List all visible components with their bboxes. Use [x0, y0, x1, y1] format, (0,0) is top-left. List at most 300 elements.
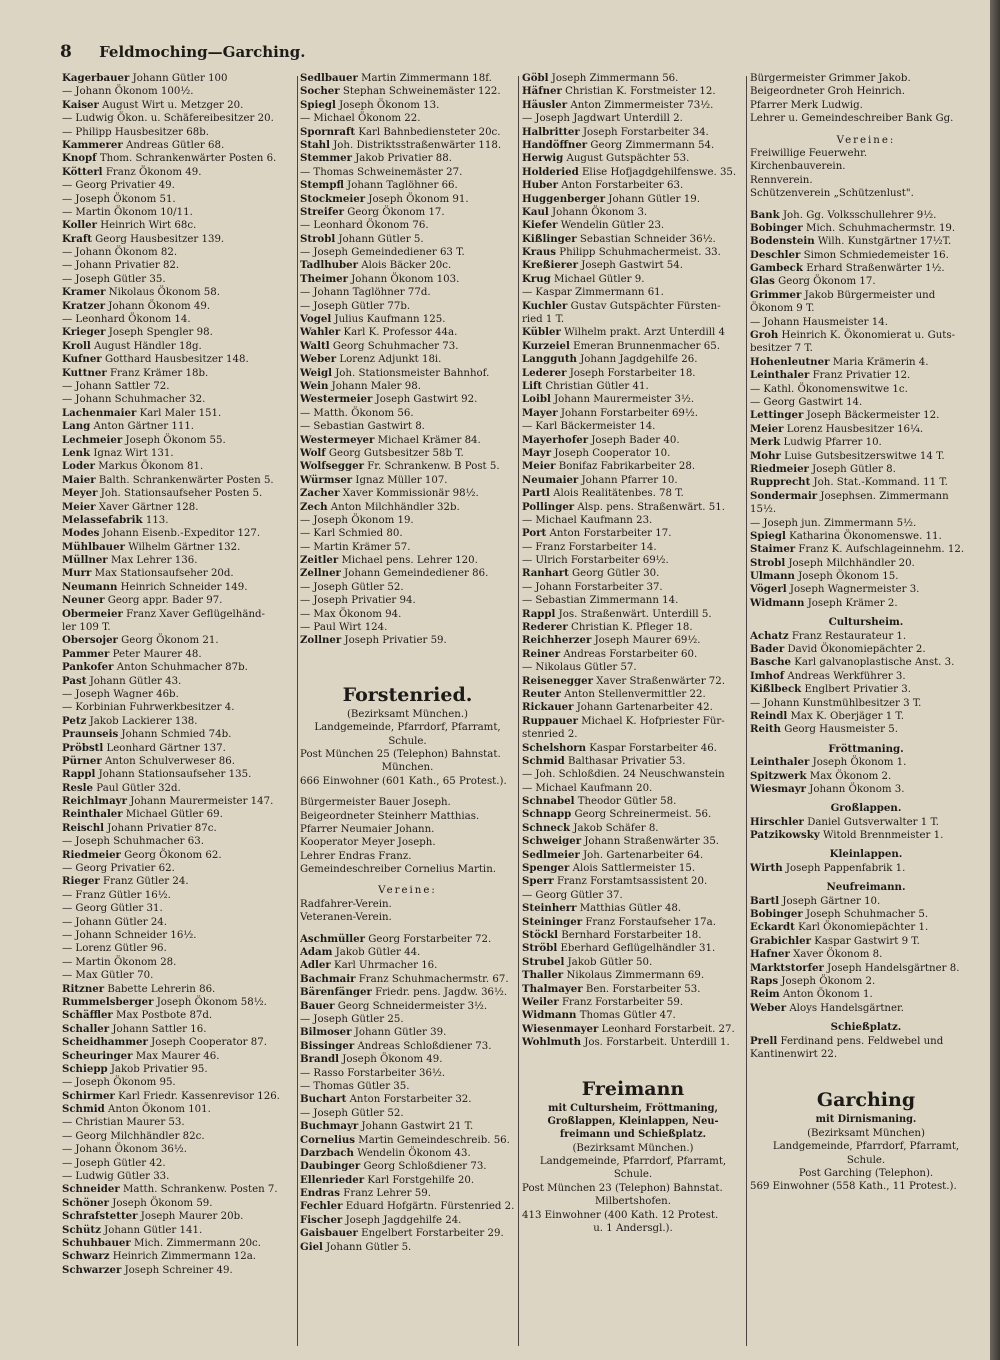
entry-surname: Merk	[750, 436, 781, 449]
entry-details: Georg Gütler 30.	[572, 568, 660, 580]
entry-details: Engelbert Forstarbeiter 29.	[361, 1228, 504, 1240]
entry-details: Georg Schreinermeist. 56.	[574, 809, 712, 821]
entry-details: Johann Gütler 19.	[608, 193, 700, 205]
spacer	[300, 648, 515, 656]
text-line: — Georg Gütler 37.	[522, 889, 623, 901]
directory-entry	[300, 85, 515, 98]
text-line: 413 Einwohner (400 Kath. 12 Protest.	[522, 1209, 719, 1221]
directory-entry	[522, 273, 744, 286]
entry-surname: Schmid	[62, 1103, 105, 1116]
directory-entry	[750, 948, 982, 961]
directory-entry	[522, 808, 744, 821]
directory-entry	[750, 756, 982, 769]
text-line: — Johann Ökonom 100½.	[62, 86, 194, 98]
text-line: — Joseph Gütler 52.	[300, 581, 404, 593]
entry-surname: Kißlinger	[522, 232, 577, 245]
directory-entry	[62, 1237, 294, 1250]
entry-details: Maria Krämerin 4.	[832, 356, 929, 368]
entry-details: Joseph Bader 40.	[591, 434, 680, 446]
spacer	[300, 656, 515, 664]
entry-surname: Reischl	[62, 821, 105, 834]
entry-surname: Huber	[522, 179, 559, 192]
text-line: — Joseph Gemeindediener 63 T.	[300, 247, 465, 259]
entry-details: Thom. Schrankenwärter Posten 6.	[99, 153, 277, 165]
text-line: — Joseph Ökonom 95.	[62, 1077, 176, 1089]
locality-heading: Fröttmaning.	[828, 742, 904, 755]
spacer	[300, 664, 515, 672]
entry-details: Johann Gütler 43.	[89, 675, 182, 687]
text-line: Freiwillige Feuerwehr.	[750, 147, 868, 159]
entry-details: Christian K. Pfleger 18.	[571, 622, 693, 634]
directory-entry	[300, 1093, 515, 1106]
directory-entry	[62, 1103, 294, 1116]
directory-entry	[62, 875, 294, 888]
entry-details: Joseph Krämer 2.	[807, 597, 898, 609]
entry-details: Balth. Schrankenwärter Posten 5.	[98, 474, 274, 486]
entry-surname: Huggenberger	[522, 192, 606, 205]
directory-entry	[750, 423, 982, 436]
directory-entry	[750, 975, 982, 988]
entry-surname: Neumaier	[522, 473, 579, 486]
entry-surname: Gaisbauer	[300, 1227, 358, 1240]
spacer	[750, 1061, 982, 1069]
entry-surname: Lang	[62, 420, 91, 433]
entry-details: Johann Maler 98.	[331, 380, 421, 392]
directory-entry	[62, 447, 294, 460]
directory-entry	[750, 583, 982, 596]
directory-entry	[750, 862, 982, 875]
entry-surname: Strubel	[522, 955, 565, 968]
entry-details: Franz Gütler 24.	[103, 876, 189, 888]
spacer	[300, 788, 515, 796]
entry-surname: Strobl	[300, 232, 336, 245]
entry-surname: Petz	[62, 714, 87, 727]
centered-line: u. 1 Andersgl.).	[593, 1223, 673, 1235]
entry-surname: Wolfsegger	[300, 460, 364, 473]
directory-entry	[62, 808, 294, 821]
directory-entry	[62, 996, 294, 1009]
entry-surname: Kraft	[62, 232, 92, 245]
entry-surname: Streifer	[300, 205, 345, 218]
entry-surname: Staimer	[750, 543, 796, 556]
text-line: Kooperator Meyer Joseph.	[300, 837, 436, 849]
entry-surname: Schäffler	[62, 1009, 113, 1022]
entry-details: Franz Ökonom 49.	[105, 166, 202, 178]
directory-entry	[62, 340, 294, 353]
directory-entry	[750, 935, 982, 948]
entry-surname: Scheidhammer	[62, 1036, 148, 1049]
entry-details: Georg Zimmermann 54.	[590, 139, 715, 151]
entry-surname: Schneider	[62, 1183, 120, 1196]
entry-surname: Achatz	[750, 629, 789, 642]
entry-details: Anton Stellenvermittler 22.	[564, 688, 706, 700]
directory-entry	[300, 393, 515, 406]
locality-heading: Schießplatz.	[830, 1021, 902, 1034]
entry-surname: Mayerhofer	[522, 433, 589, 446]
directory-entry	[300, 1241, 515, 1254]
text-line: — Johann Schneider 16½.	[62, 930, 197, 941]
entry-details: Joh. Distriktsstraßenwärter 118.	[333, 139, 502, 151]
entry-surname: Scheuringer	[62, 1049, 133, 1062]
entry-surname: Mayer	[522, 406, 558, 419]
directory-entry	[522, 152, 744, 165]
text-line: — Johann Sattler 72.	[62, 380, 170, 392]
entry-surname: Müllner	[62, 554, 108, 567]
entry-details: Joseph Wagnermeister 3.	[789, 584, 920, 596]
entry-surname: Spiegl	[750, 529, 786, 542]
directory-entry	[62, 353, 294, 366]
entry-details: Johann Ökonom 49.	[108, 300, 211, 312]
entry-surname: Bank	[750, 208, 780, 221]
centered-line: Schule.	[613, 1169, 653, 1181]
directory-entry	[62, 286, 294, 299]
entry-details: Wilh. Kunstgärtner 17½T.	[817, 236, 952, 248]
entry-surname: Eckardt	[750, 921, 795, 934]
directory-entry	[750, 1035, 982, 1048]
entry-details: Karl galvanoplastische Anst. 3.	[794, 657, 955, 669]
directory-entry	[750, 262, 982, 275]
directory-entry	[62, 1009, 294, 1022]
directory-entry	[62, 554, 294, 567]
entry-surname: Sedlbauer	[300, 72, 358, 84]
entry-surname: Giel	[300, 1240, 323, 1253]
entry-details: Gustav Gutspächter Fürsten-	[570, 300, 721, 312]
directory-entry	[750, 490, 982, 503]
centered-line: Post Garching (Telephon).	[798, 1167, 934, 1179]
locality-heading: Kleinlappen.	[829, 848, 903, 861]
directory-entry	[62, 768, 294, 781]
text-line: — Joseph Gütler 52.	[300, 1107, 404, 1119]
directory-entry	[522, 849, 744, 862]
entry-details: Joseph Schreiner 49.	[124, 1264, 233, 1276]
text-line: Lehrer u. Gemeindeschreiber Bank Gg.	[750, 113, 954, 125]
directory-entry	[522, 447, 744, 460]
entry-surname: Knopf	[62, 152, 97, 165]
entry-surname: Waltl	[300, 339, 330, 352]
entry-details: Xaver Kommissionär 98½.	[342, 488, 479, 500]
text-line: — Paul Wirt 124.	[300, 622, 388, 634]
text-line: — Nikolaus Gütler 57.	[522, 662, 637, 674]
text-line: Beigeordneter Groh Heinrich.	[750, 86, 905, 98]
entry-details: Joh. Stationsaufseher Posten 5.	[100, 488, 263, 500]
entry-surname: Thaller	[522, 969, 564, 982]
entry-surname: Leinthaler	[750, 756, 810, 769]
entry-details: Karl Maler 151.	[139, 407, 222, 419]
entry-details: Matthias Gütler 48.	[579, 903, 682, 915]
text-line: — Thomas Schweinemäster 27.	[300, 166, 463, 178]
entry-details: Sebastian Schneider 36½.	[579, 233, 716, 245]
entry-details: Anton Milchhändler 32b.	[330, 501, 460, 513]
text-line: — Franz Forstarbeiter 14.	[522, 541, 657, 553]
entry-surname: Ranhart	[522, 567, 569, 580]
section-label: Vereine:	[378, 885, 437, 897]
entry-details: Xaver Straßenwärter 72.	[596, 675, 726, 687]
directory-entry	[522, 862, 744, 875]
text-line: — Martin Krämer 57.	[300, 541, 411, 553]
entry-details: Alois Realitätenbes. 78 T.	[553, 488, 684, 500]
entry-surname: Bissinger	[300, 1039, 355, 1052]
entry-surname: Bilmoser	[300, 1026, 352, 1039]
entry-details: Franz K. Aufschlageinnehm. 12.	[798, 544, 965, 556]
entry-surname: Reichlmayr	[62, 795, 127, 808]
text-line: — Johann Forstarbeiter 37.	[522, 581, 663, 593]
directory-entry	[300, 206, 515, 219]
directory-entry	[750, 670, 982, 683]
directory-entry	[522, 367, 744, 380]
entry-details: Joseph Gütler 8.	[812, 463, 896, 475]
entry-details: Joseph Ökonom 49.	[342, 1054, 443, 1066]
entry-details: Wendelin Gütler 23.	[560, 220, 665, 232]
entry-surname: Deschler	[750, 248, 801, 261]
directory-entry	[750, 895, 982, 908]
entry-details: Joseph Gastwirt 92.	[375, 394, 478, 406]
entry-surname: Kraus	[522, 246, 556, 259]
entry-details: Babette Lehrerin 86.	[107, 983, 216, 995]
directory-entry	[750, 543, 982, 556]
entry-surname: Riedmeier	[62, 848, 121, 861]
entry-details: August Wirt u. Metzger 20.	[102, 99, 244, 111]
entry-details: Joseph Schuhmacher 5.	[806, 909, 929, 921]
entry-surname: Lift	[522, 379, 543, 392]
entry-details: Georg Schuhmacher 73.	[332, 340, 459, 352]
directory-entry	[522, 246, 744, 259]
entry-surname: Neuner	[62, 594, 105, 607]
entry-details: Johann Gemeindediener 86.	[344, 568, 489, 580]
entry-surname: Häusler	[522, 98, 568, 111]
entry-details: David Ökonomiepächter 2.	[787, 644, 926, 656]
entry-details: Kaspar Forstarbeiter 46.	[589, 742, 717, 754]
entry-details: Georg Ökonom 17.	[347, 206, 445, 218]
text-line: — Johann Kunstmühlbesitzer 3 T.	[750, 697, 922, 709]
text-line: — Joseph Gütler 42.	[62, 1157, 166, 1169]
entry-details: Joseph Bäckermeister 12.	[806, 410, 940, 422]
text-line: — Michael Ökonom 22.	[300, 113, 421, 125]
directory-entry	[62, 72, 294, 85]
entry-surname: Reinthaler	[62, 808, 123, 821]
directory-entry	[62, 661, 294, 674]
entry-surname: Schnapp	[522, 808, 572, 821]
entry-surname: Sperr	[522, 875, 554, 888]
entry-details: Johann Jagdgehilfe 26.	[580, 354, 698, 366]
directory-entry	[750, 783, 982, 796]
entry-details: Anton Ökonom 1.	[782, 989, 873, 1001]
entry-surname: Kötterl	[62, 165, 103, 178]
directory-entry	[522, 407, 744, 420]
entry-details: Johann Gastwirt 21 T.	[361, 1121, 474, 1133]
entry-details: Heinrich K. Ökonomierat u. Guts-	[781, 330, 956, 342]
directory-entry	[300, 152, 515, 165]
entry-surname: Prell	[750, 1034, 778, 1047]
entry-details: Lorenz Hausbesitzer 16¼.	[786, 423, 924, 435]
entry-details: Johann Gartenarbeiter 42.	[576, 702, 713, 714]
directory-entry	[300, 1000, 515, 1013]
directory-entry	[300, 1160, 515, 1173]
entry-surname: Schirmer	[62, 1089, 115, 1102]
entry-surname: Wiesmayr	[750, 782, 807, 795]
directory-entry	[62, 849, 294, 862]
entry-details: Joh. Gg. Volksschullehrer 9½.	[782, 209, 937, 221]
directory-entry	[750, 723, 982, 736]
directory-entry	[62, 420, 294, 433]
directory-entry	[300, 1040, 515, 1053]
entry-details: Leonhard Gärtner 137.	[106, 742, 226, 754]
directory-entry	[300, 946, 515, 959]
entry-details: Johann Gütler 39.	[354, 1027, 447, 1039]
entry-surname: Reith	[750, 723, 781, 736]
text-line: — Johann Ökonom 36½.	[62, 1144, 187, 1156]
directory-entry	[62, 1224, 294, 1237]
entry-details: Georg Schneidermeister 3½.	[337, 1000, 488, 1012]
text-line: — Joseph Privatier 94.	[300, 595, 416, 607]
entry-surname: Bauer	[300, 999, 335, 1012]
entry-details: Martin Zimmermann 18f.	[361, 73, 492, 84]
directory-entry	[300, 447, 515, 460]
entry-surname: Obersojer	[62, 634, 118, 647]
entry-details: Johann Ökonom 3.	[551, 206, 648, 218]
entry-surname: Wirth	[750, 861, 783, 874]
directory-entry	[300, 501, 515, 514]
entry-details: Christian K. Forstmeister 12.	[565, 86, 716, 98]
directory-entry	[300, 233, 515, 246]
entry-details: Anton Forstarbeiter 63.	[561, 180, 684, 192]
entry-details: Joseph Milchhändler 20.	[788, 557, 915, 569]
spacer	[750, 201, 982, 209]
directory-entry	[62, 795, 294, 808]
directory-entry	[522, 85, 744, 98]
directory-entry	[522, 942, 744, 955]
entry-surname: Patzikowsky	[750, 829, 820, 842]
text-line: — Michael Kaufmann 20.	[522, 782, 653, 794]
centered-line: Landgemeinde, Pfarrdorf, Pfarramt,	[314, 722, 501, 734]
text-line: — Johann Gütler 24.	[62, 916, 168, 928]
entry-details: Johann Privatier 87c.	[107, 822, 217, 834]
entry-details: Stephan Schweinemäster 122.	[342, 86, 501, 98]
directory-entry	[62, 1023, 294, 1036]
text-line: — Joseph Wagner 46b.	[62, 688, 179, 700]
directory-entry	[300, 1187, 515, 1200]
entry-surname: Meier	[750, 422, 784, 435]
text-line: Pfarrer Merk Ludwig.	[750, 99, 863, 111]
text-line: Pfarrer Neumaier Johann.	[300, 823, 435, 835]
entry-details: Johann Gütler 5.	[326, 1241, 412, 1253]
directory-entry	[750, 235, 982, 248]
entry-surname: Ruppauer	[522, 714, 578, 727]
entry-surname: Kagerbauer	[62, 72, 130, 84]
entry-details: Joseph Maurer 20b.	[140, 1211, 244, 1223]
text-line: — Georg Gastwirt 14.	[750, 396, 863, 408]
directory-entry	[300, 1120, 515, 1133]
column-divider	[297, 76, 298, 1346]
entry-details: Joseph Spengler 98.	[108, 327, 213, 339]
text-line: ried 1 T.	[522, 314, 565, 326]
entry-surname: Schwarzer	[62, 1263, 122, 1276]
text-line: — Joseph Jagdwart Unterdill 2.	[522, 113, 683, 125]
place-heading: Garching	[816, 1089, 916, 1112]
text-line: Post München 23 (Telephon) Bahnstat.	[522, 1182, 723, 1194]
text-line: — Johann Taglöhner 77d.	[300, 287, 431, 299]
directory-entry	[522, 139, 744, 152]
entry-surname: Rickauer	[522, 701, 574, 714]
entry-details: Ignaz Wirt 131.	[93, 447, 174, 459]
directory-entry	[750, 476, 982, 489]
entry-details: Johann Maurermeister 147.	[130, 796, 274, 808]
directory-entry	[522, 179, 744, 192]
entry-details: Johann Gütler 100	[132, 73, 228, 84]
entry-surname: Häfner	[522, 85, 562, 98]
directory-entry	[750, 356, 982, 369]
entry-surname: Stemmer	[300, 152, 352, 165]
directory-entry	[522, 340, 744, 353]
text-line: — Kathl. Ökonomenswitwe 1c.	[750, 383, 908, 395]
entry-surname: Vogel	[300, 313, 332, 326]
directory-entry	[522, 648, 744, 661]
entry-surname: Sedlmeier	[522, 848, 580, 861]
entry-details: August Händler 18g.	[94, 340, 202, 352]
entry-surname: Schwarz	[62, 1250, 110, 1263]
entry-details: Franz Forstarbeiter 59.	[561, 996, 684, 1008]
directory-entry	[62, 648, 294, 661]
directory-entry	[750, 816, 982, 829]
text-line: — Joseph jun. Zimmermann 5½.	[750, 517, 917, 529]
directory-entry	[300, 1134, 515, 1147]
text-line: — Kaspar Zimmermann 61.	[522, 287, 664, 299]
text-line: — Karl Bäckermeister 14.	[522, 421, 656, 433]
entry-surname: Widmann	[522, 1009, 577, 1022]
entry-surname: Zacher	[300, 487, 340, 500]
text-line: — Joseph Ökonom 51.	[62, 193, 176, 205]
directory-entry	[300, 634, 515, 647]
entry-details: Joseph Forstarbeiter 18.	[569, 367, 696, 379]
place-subtitle: Großlappen, Kleinlappen, Neu-	[547, 1115, 719, 1127]
entry-details: Joseph Cooperator 10.	[554, 447, 671, 459]
entry-details: Michael K. Hofpriester Für-	[581, 715, 725, 727]
entry-details: Johann Eisenb.-Expeditor 127.	[102, 528, 261, 540]
centered-line: Landgemeinde, Pfarrdorf, Pfarramt,	[539, 1156, 727, 1168]
entry-surname: Adam	[300, 946, 333, 959]
entry-details: Johann Straßenwärter 35.	[584, 836, 720, 848]
entry-details: Georg appr. Bader 97.	[107, 595, 223, 607]
entry-details: Karl K. Professor 44a.	[343, 327, 458, 339]
directory-entry	[750, 988, 982, 1001]
entry-surname: Vögerl	[750, 583, 787, 596]
text-line: Beigeordneter Steinherr Matthias.	[300, 810, 480, 822]
entry-surname: Lettinger	[750, 409, 804, 422]
entry-surname: Spiegl	[300, 98, 336, 111]
entry-surname: Kurzeiel	[522, 339, 570, 352]
entry-details: Franz Xaver Geflügelhänd-	[126, 608, 265, 620]
entry-details: Ignaz Müller 107.	[355, 474, 448, 486]
entry-details: Franz Privatier 12.	[812, 370, 911, 382]
text-line: besitzer 7 T.	[750, 343, 813, 355]
entry-surname: Stöckl	[522, 929, 558, 941]
entry-surname: Zech	[300, 500, 328, 513]
text-line: — Max Gütler 70.	[62, 970, 154, 982]
entry-surname: Kaiser	[62, 98, 99, 111]
entry-details: Jakob Privatier 88.	[355, 153, 452, 165]
entry-details: Georg Ökonom 62.	[124, 849, 222, 861]
entry-surname: Hafner	[750, 948, 790, 961]
entry-details: Karl Uhrmacher 16.	[334, 960, 438, 972]
directory-entry	[522, 474, 744, 487]
entry-surname: Pröbstl	[62, 741, 104, 754]
entry-details: Thomas Gütler 47.	[579, 1010, 676, 1022]
entry-surname: Daubinger	[300, 1160, 361, 1173]
directory-entry	[62, 460, 294, 473]
entry-details: Joseph Ökonom 59.	[112, 1197, 213, 1209]
directory-entry	[62, 219, 294, 232]
entry-surname: Pammer	[62, 647, 110, 660]
entry-details: Michael pens. Lehrer 120.	[341, 555, 478, 567]
